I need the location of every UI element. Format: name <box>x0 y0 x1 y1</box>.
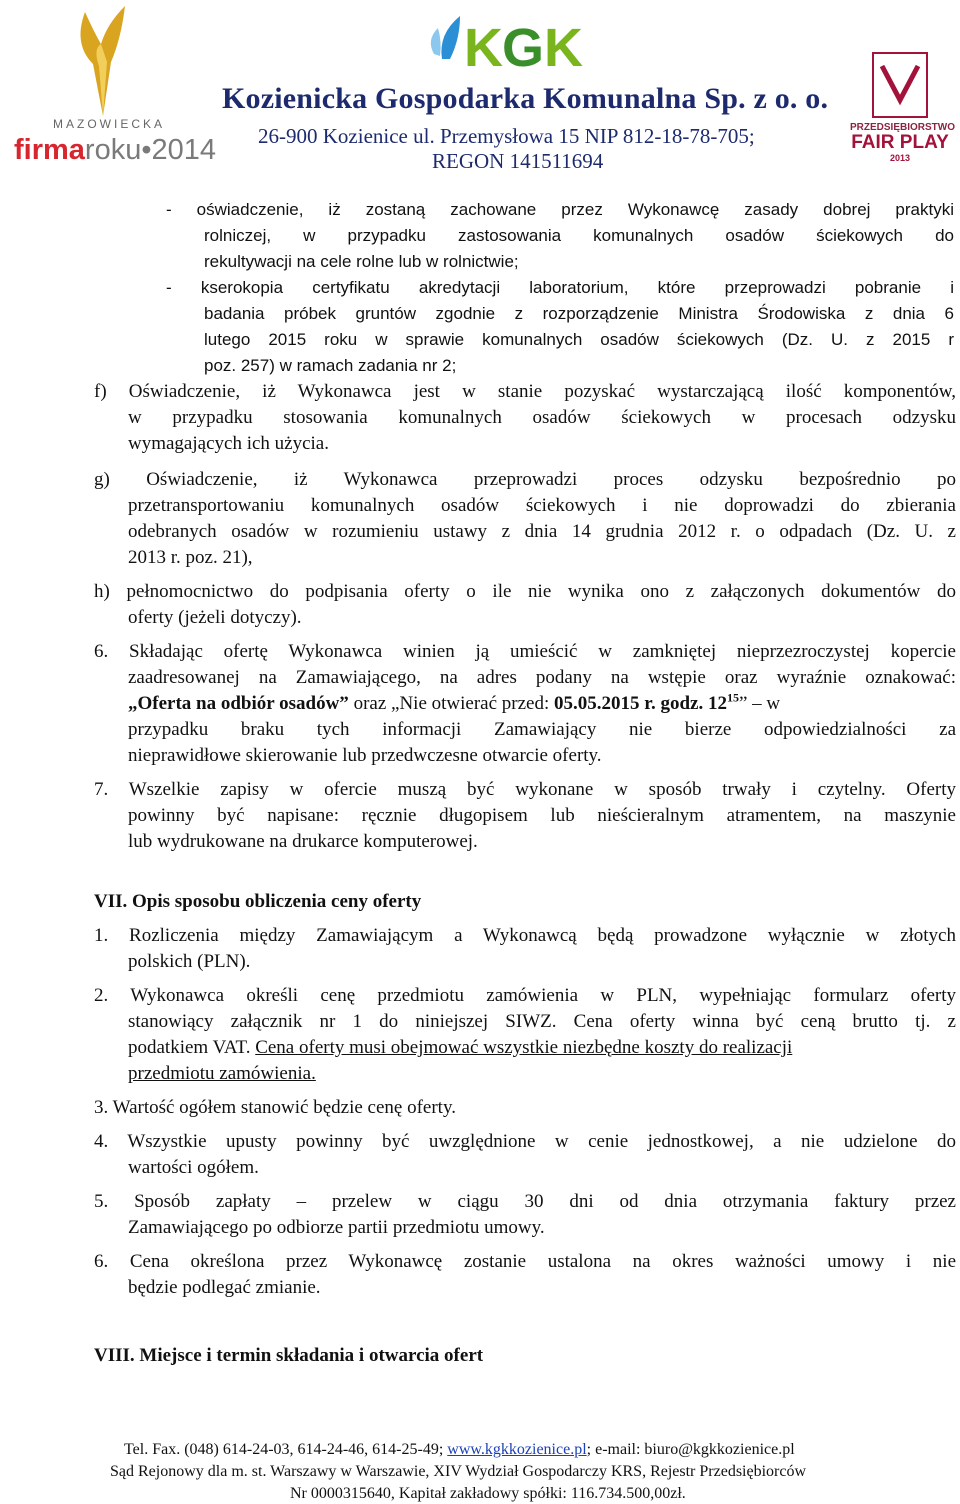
text-line: h) pełnomocnictwo do podpisania oferty o ile nie wynika ono z załączonych dokumentów do <box>94 581 956 602</box>
text-line: 5. Sposób zapłaty – przelew w ciągu 30 dni od dnia otrzymania faktury przez <box>94 1191 956 1212</box>
text-line: 2013 r. poz. 21), <box>128 547 253 568</box>
text-line: będzie podlegać zmianie. <box>128 1277 321 1298</box>
text-line: 3. Wartość ogółem stanowić będzie cenę oferty. <box>94 1097 456 1118</box>
text-line: - oświadczenie, iż zostaną zachowane przez Wykonawcę zasady dobrej praktyki <box>166 200 954 219</box>
footer-contact: Tel. Fax. (048) 614-24-03, 614-24-46, 614-25-49; www.kgkkozienice.pl; e-mail: biuro@kgkkozienice.pl <box>124 1441 795 1458</box>
fair-play-label: PRZEDSIĘBIORSTWO <box>850 122 956 133</box>
fair-play-title: FAIR PLAY <box>851 132 949 153</box>
underlined-text: Cena oferty musi obejmować wszystkie niezbędne koszty do realizacji <box>255 1037 793 1058</box>
fair-play-badge <box>850 52 956 164</box>
deadline: 05.05.2015 r. godz. 12 <box>554 693 727 714</box>
award-roku: roku <box>84 134 142 166</box>
text-line: badania próbek gruntów zgodnie z rozporządzenie Ministra Środowiska z dnia 6 <box>204 304 954 323</box>
section-heading-viii: VIII. Miejsce i termin składania i otwarcia ofert <box>94 1345 484 1366</box>
footer-court: Sąd Rejonowy dla m. st. Warszawy w Warszawie, XIV Wydział Gospodarczy KRS, Rejestr Przedsiębiorców <box>110 1463 807 1480</box>
fair-play-year: 2013 <box>889 153 911 163</box>
text-line: 1. Rozliczenia między Zamawiającym a Wykonawcą będą prowadzone wyłącznie w złotych <box>94 925 956 946</box>
fair-play-mark-icon <box>872 52 928 118</box>
text-line: 2. Wykonawca określi cenę przedmiotu zamówienia w PLN, wypełniając formularz oferty <box>94 985 956 1006</box>
letterhead <box>0 0 960 180</box>
svg-text:K: K <box>464 18 503 78</box>
text-line: Zamawiającego po odbiorze partii przedmiotu umowy. <box>128 1217 545 1238</box>
text-line: g) Oświadczenie, iż Wykonawca przeprowadzi proces odzysku bezpośrednio po <box>94 469 956 490</box>
text-line: polskich (PLN). <box>128 951 251 972</box>
text-line: powinny być napisane: ręcznie długopisem lub nieścieralnym atramentem, na maszynie <box>128 805 956 826</box>
text-line: oferty (jeżeli dotyczy). <box>128 607 302 628</box>
mazowiecka-firma-roku-logo <box>8 4 217 176</box>
text-line: stanowiący załącznik nr 1 do niniejszej SIWZ. Cena oferty winna być ceną brutto tj. z <box>128 1011 956 1032</box>
footer-capital: Nr 0000315640, Kapitał zakładowy spółki: 116.734.500,00zł. <box>290 1485 686 1502</box>
text-line: lub wydrukowane na drukarce komputerowej. <box>128 831 478 852</box>
text-line: 6. Składając ofertę Wykonawca winien ją umieścić w zamkniętej nieprzezroczystej kopercie <box>94 641 956 662</box>
text-line: rolniczej, w przypadku zastosowania komunalnych osadów ściekowych do <box>204 226 954 245</box>
text-line: 6. Cena określona przez Wykonawcę zostanie ustalona na okres ważności umowy i nie <box>94 1251 956 1272</box>
text-line: odebranych osadów w rozumieniu ustawy z dnia 14 grudnia 2012 r. o odpadach (Dz. U. z <box>128 521 956 542</box>
website-link[interactable]: www.kgkkozienice.pl <box>447 1441 587 1458</box>
text-line: nieprawidłowe skierowanie lub przedwczesne otwarcie oferty. <box>128 745 602 766</box>
award-title <box>14 134 216 167</box>
kgk-logo-icon <box>420 4 600 84</box>
text-line: wartości ogółem. <box>128 1157 259 1178</box>
company-address: 26-900 Kozienice ul. Przemysłowa 15 NIP 812-18-78-705; <box>258 124 755 148</box>
text-line: przypadku braku tych informacji Zamawiający nie bierze odpowiedzialności za <box>128 719 956 740</box>
svg-text:K: K <box>544 18 583 78</box>
text-line: 7. Wszelkie zapisy w ofercie muszą być wykonane w sposób trwały i czytelny. Oferty <box>94 779 956 800</box>
text-line: „Oferta na odbiór osadów” oraz „Nie otwierać przed: 05.05.2015 r. godz. $12^{15}$” – w <box>128 690 781 714</box>
text-line: w przypadku stosowania komunalnych osadów ściekowych w procesach odzysku <box>128 407 956 428</box>
underlined-text: przedmiotu zamówienia. <box>128 1063 316 1084</box>
award-year: •2014 <box>141 134 217 166</box>
offer-label: „Oferta na odbiór osadów” <box>128 693 349 714</box>
text-line: f) Oświadczenie, iż Wykonawca jest w stanie pozyskać wystarczającą ilość komponentów, <box>94 381 956 402</box>
trophy-icon <box>63 4 143 119</box>
text-line: lutego 2015 roku w sprawie komunalnych osadów ściekowych (Dz. U. z 2015 r <box>204 330 954 349</box>
text-line: poz. 257) w ramach zadania nr 2; <box>204 356 457 375</box>
text-line: zaadresowanej na Zamawiającego, na adres podany na wstępie oraz wyraźnie oznakować: <box>128 667 956 688</box>
company-regon: REGON 141511694 <box>432 149 604 173</box>
text-line: - kserokopia certyfikatu akredytacji laboratorium, które przeprowadzi pobranie i <box>166 278 954 297</box>
text-line: przetransportowaniu komunalnych osadów ściekowych i nie doprowadzi do zbierania <box>128 495 956 516</box>
text-line: wymagających ich użycia. <box>128 433 329 454</box>
text-line: podatkiem VAT. Cena oferty musi obejmować wszystkie niezbędne koszty do realizacji <box>128 1037 793 1058</box>
text-line: 4. Wszystkie upusty powinny być uwzględnione w cenie jednostkowej, a nie udzielone do <box>94 1131 956 1152</box>
award-firma: firma <box>14 134 85 166</box>
svg-text:G: G <box>502 18 545 78</box>
company-name: Kozienicka Gospodarka Komunalna Sp. z o. o. <box>222 82 829 115</box>
award-region: MAZOWIECKA <box>53 117 166 131</box>
section-heading-vii: VII. Opis sposobu obliczenia ceny oferty <box>94 891 422 912</box>
text-line: rekultywacji na cele rolne lub w rolnictwie; <box>204 252 519 271</box>
